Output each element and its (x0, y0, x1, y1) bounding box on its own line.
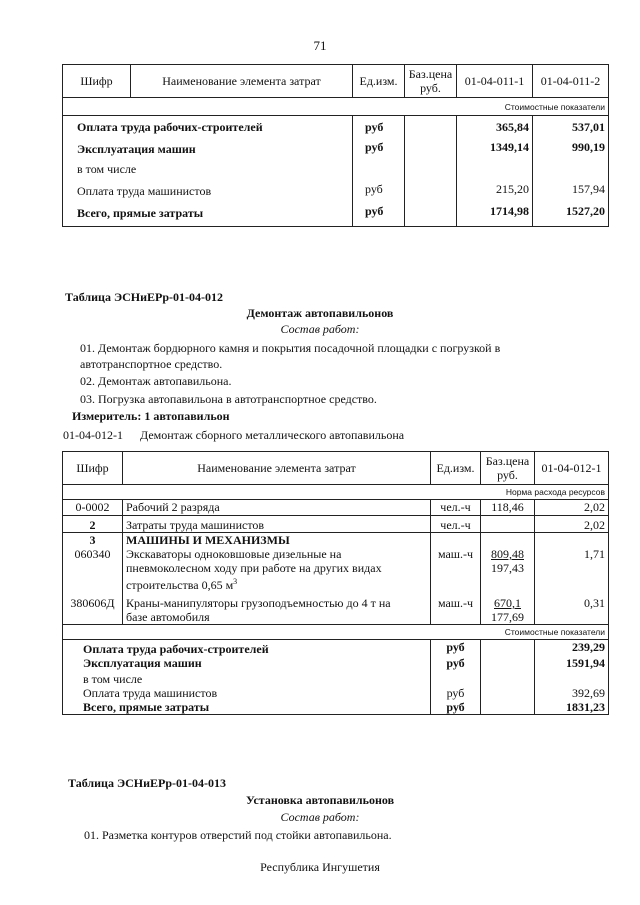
header-code: Шифр (63, 65, 131, 98)
section-title-012: Демонтаж автопавильонов (246, 306, 394, 320)
table-row: Оплата труда машинистов руб 392,69 (63, 686, 609, 700)
header-unit: Ед.изм. (431, 452, 481, 485)
table-label-012: Таблица ЭСНиЕРр-01-04-012 (65, 290, 224, 304)
table-label-013: Таблица ЭСНиЕРр-01-04-013 (68, 776, 227, 790)
table-row: 0-0002 Рабочий 2 разряда чел.-ч 118,46 2,02 (63, 500, 609, 516)
table-row: 060340 Экскаваторы одноковшовые дизельные на пневмоколесном ходу при работе на других видах строительства 0,65 $м^3$ маш.-ч 809,48 197,43 1,71 (63, 547, 609, 592)
table-row: Оплата труда рабочих-строителей руб 365,84 537,01 (63, 116, 609, 135)
item-name: Демонтаж сборного металлического автопавильона (140, 428, 405, 442)
section-title-013: Установка автопавильонов (245, 793, 395, 807)
work-item: 02. Демонтаж автопавильона. (80, 374, 232, 388)
item-code: 01-04-012-1 (63, 428, 123, 442)
header-unit: Ед.изм. (353, 65, 405, 98)
work-item: 03. Погрузка автопавильона в автотранспортное средство. (80, 392, 377, 406)
table-row: в том числе (63, 156, 609, 176)
header-col-b: 01-04-011-2 (533, 65, 609, 98)
table-row: 380606Д Краны-манипуляторы грузоподъемностью до 4 т на базе автомобиля маш.-ч 670,1 177,69 0,31 (63, 592, 609, 625)
header-code: Шифр (63, 452, 123, 485)
table-row: Всего, прямые затраты руб 1714,98 1527,20 (63, 198, 609, 226)
table-row: Оплата труда машинистов руб 215,20 157,94 (63, 176, 609, 198)
table-row: Всего, прямые затраты руб 1831,23 (63, 700, 609, 715)
header-name: Наименование элемента затрат (123, 452, 431, 485)
footer-region: Республика Ингушетия (260, 860, 380, 874)
section-label-norm: Норма расхода ресурсов (63, 485, 609, 500)
meter-label: Измеритель: 1 автопавильон (72, 409, 230, 423)
table-row: Оплата труда рабочих-строителей руб 239,29 (63, 640, 609, 657)
work-item: 01. Разметка контуров отверстий под стойки автопавильона. (84, 828, 392, 842)
composition-label-012: Состав работ: (280, 322, 360, 336)
header-base-price: Баз.цена руб. (481, 452, 535, 485)
table-row: Эксплуатация машин руб 1591,94 (63, 656, 609, 670)
header-col-a: 01-04-011-1 (457, 65, 533, 98)
table-01-04-011 (62, 64, 609, 227)
section-label: Стоимостные показатели (63, 98, 609, 116)
header-col-a: 01-04-012-1 (535, 452, 609, 485)
table-row: 3 МАШИНЫ И МЕХАНИЗМЫ (63, 533, 609, 548)
table-row: 2 Затраты труда машинистов чел.-ч 2,02 (63, 516, 609, 533)
work-item: 01. Демонтаж бордюрного камня и покрытия посадочной площадки с погрузкой в (80, 341, 501, 355)
header-name: Наименование элемента затрат (131, 65, 353, 98)
page-number: 71 (313, 38, 327, 53)
header-base-price: Баз.цена руб. (405, 65, 457, 98)
work-item: автотранспортное средство. (80, 357, 223, 371)
table-01-04-012 (62, 451, 609, 715)
composition-label-013: Состав работ: (280, 810, 360, 824)
table-row: в том числе (63, 670, 609, 686)
section-label-cost: Стоимостные показатели (63, 625, 609, 640)
table-row: Эксплуатация машин руб 1349,14 990,19 (63, 134, 609, 156)
